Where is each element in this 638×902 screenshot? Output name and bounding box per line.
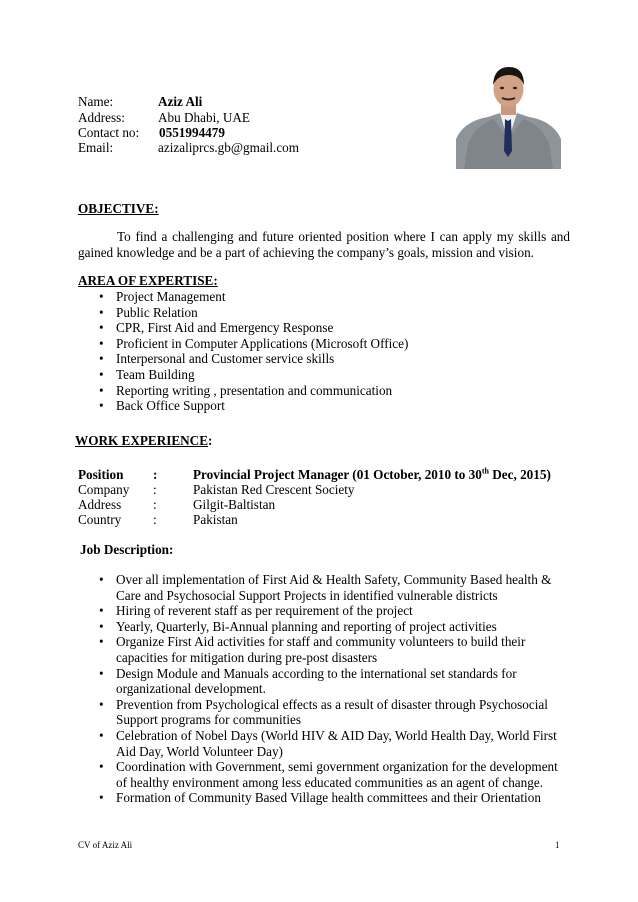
address-value: Abu Dhabi, UAE: [158, 110, 250, 125]
list-item: • Hiring of reverent staff as per requirement of the project: [78, 603, 566, 619]
position-title: Provincial Project Manager (01 October, 2010 to 30: [193, 467, 482, 482]
profile-photo: [456, 61, 561, 169]
work-heading-text: WORK EXPERIENCE: [75, 433, 208, 448]
list-item: • Yearly, Quarterly, Bi-Annual planning and reporting of project activities: [78, 619, 566, 635]
expertise-heading: AREA OF EXPERTISE:: [78, 273, 218, 288]
list-item: • Interpersonal and Customer service skills: [78, 351, 568, 367]
name-value: Aziz Ali: [158, 94, 203, 109]
position-end: Dec, 2015): [488, 467, 551, 482]
country-colon: :: [153, 512, 157, 527]
footer-label: CV of Aziz Ali: [78, 840, 133, 850]
page-number: 1: [555, 840, 560, 850]
contact-label: Contact no:: [78, 125, 140, 140]
position-colon: :: [153, 467, 158, 482]
list-item: • Reporting writing , presentation and communication: [78, 383, 568, 399]
list-item: • CPR, First Aid and Emergency Response: [78, 320, 568, 336]
position-sup: th: [481, 466, 489, 476]
work-heading-colon: :: [208, 433, 213, 448]
expertise-list: [78, 289, 568, 414]
list-item: • Formation of Community Based Village health committees and their Orientation: [78, 790, 566, 806]
list-item: • Public Relation: [78, 305, 568, 321]
position-value: [193, 467, 551, 483]
work-heading: [75, 433, 212, 449]
list-item: • Coordination with Government, semi government organization for the development of healthy environment among less educated communities as an agent of change.: [78, 759, 566, 790]
job-description-heading: Job Description:: [80, 542, 174, 557]
country-label: Country: [78, 512, 122, 527]
list-item: • Over all implementation of First Aid & Health Safety, Community Based health & Care and Psychosocial Support Projects in identified vulnerable districts: [78, 572, 566, 603]
objective-text: To find a challenging and future oriented position where I can apply my skills and gained knowledge and be a part of achieving the company’s goals, mission and vision.: [78, 229, 570, 260]
list-item: • Celebration of Nobel Days (World HIV & AID Day, World Health Day, World First Aid Day, World Volunteer Day): [78, 728, 566, 759]
list-item: • Back Office Support: [78, 398, 568, 414]
company-colon: :: [153, 482, 157, 497]
name-label: Name:: [78, 94, 114, 109]
email-value: azizaliprcs.gb@gmail.com: [158, 140, 300, 155]
company-label: Company: [78, 482, 130, 497]
objective-heading: OBJECTIVE:: [78, 201, 159, 216]
position-label: Position: [78, 467, 124, 482]
job-duties-list: [78, 572, 566, 806]
list-item: • Prevention from Psychological effects as a result of disaster through Psychosocial Support programs for communities: [78, 697, 566, 728]
company-value: Pakistan Red Crescent Society: [193, 482, 355, 497]
work-address-value: Gilgit-Baltistan: [193, 497, 276, 512]
list-item: • Organize First Aid activities for staff and community volunteers to build their capacities for mitigation during pre-post disasters: [78, 634, 566, 665]
list-item: • Design Module and Manuals according to the international set standards for organizational development.: [78, 666, 566, 697]
list-item: • Team Building: [78, 367, 568, 383]
list-item: • Project Management: [78, 289, 568, 305]
person-photo-icon: [456, 61, 561, 169]
address-label: Address:: [78, 110, 125, 125]
list-item: • Proficient in Computer Applications (Microsoft Office): [78, 336, 568, 352]
work-address-label: Address: [78, 497, 122, 512]
work-address-colon: :: [153, 497, 157, 512]
country-value: Pakistan: [193, 512, 238, 527]
email-label: Email:: [78, 140, 114, 155]
contact-value: 0551994479: [159, 125, 225, 140]
